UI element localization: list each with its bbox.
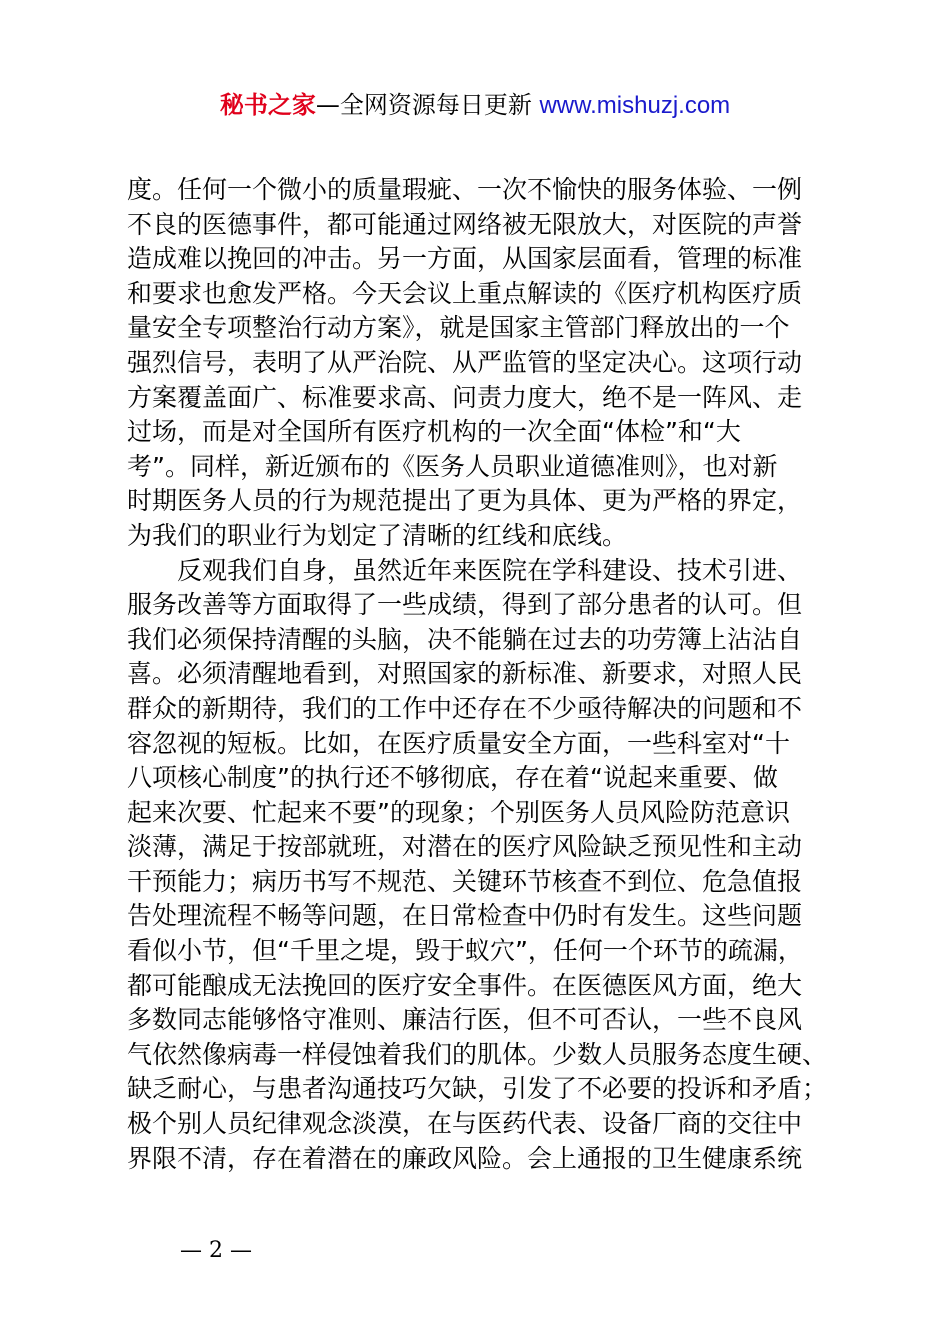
site-tagline: —全网资源每日更新 xyxy=(315,91,540,119)
text-line: 都可能酿成无法挽回的医疗安全事件。在医德医风方面，绝大 xyxy=(127,970,803,1000)
text-line: 为我们的职业行为划定了清晰的红线和底线。 xyxy=(127,520,628,550)
text-line: 造成难以挽回的冲击。另一方面，从国家层面看，管理的标准 xyxy=(127,244,803,274)
site-header xyxy=(0,88,950,123)
text-line: 群众的新期待，我们的工作中还存在不少亟待解决的问题和不 xyxy=(127,693,803,723)
text-line: 缺乏耐心，与患者沟通技巧欠缺，引发了不必要的投诉和矛盾； xyxy=(127,1074,828,1104)
site-brand: 秘书之家 xyxy=(219,91,316,119)
text-line: 服务改善等方面取得了一些成绩，得到了部分患者的认可。但 xyxy=(127,590,803,620)
text-line: 度。任何一个微小的质量瑕疵、一次不愉快的服务体验、一例 xyxy=(127,175,803,204)
text-line: 淡薄，满足于按部就班，对潜在的医疗风险缺乏预见性和主动 xyxy=(127,832,803,862)
text-line: 和要求也愈发严格。今天会议上重点解读的《医疗机构医疗质 xyxy=(127,278,803,308)
text-line: 界限不清，存在着潜在的廉政风险。会上通报的卫生健康系统 xyxy=(127,1143,803,1173)
site-url-link[interactable]: www.mishuzj.com xyxy=(539,92,731,119)
text-line: 容忽视的短板。比如，在医疗质量安全方面，一些科室对“十 xyxy=(127,728,790,758)
text-line: 看似小节，但“千里之堤，毁于蚁穴”，任何一个环节的疏漏， xyxy=(127,936,803,966)
text-line: 气依然像病毒一样侵蚀着我们的肌体。少数人员服务态度生硬、 xyxy=(127,1039,828,1069)
text-line: 告处理流程不畅等问题，在日常检查中仍时有发生。这些问题 xyxy=(127,901,803,931)
paragraph-first-line: 反观我们自身，虽然近年来医院在学科建设、技术引进、 xyxy=(177,555,803,585)
text-line: 极个别人员纪律观念淡漠，在与医药代表、设备厂商的交往中 xyxy=(127,1109,803,1139)
text-line: 不良的医德事件，都可能通过网络被无限放大，对医院的声誉 xyxy=(127,209,803,239)
text-line: 考”。同样，新近颁布的《医务人员职业道德准则》，也对新 xyxy=(127,451,778,481)
text-line: 时期医务人员的行为规范提出了更为具体、更为严格的界定， xyxy=(127,486,803,516)
text-line: 起来次要、忙起来不要”的现象；个别医务人员风险防范意识 xyxy=(127,797,790,827)
text-line: 喜。必须清醒地看到，对照国家的新标准、新要求，对照人民 xyxy=(127,659,803,689)
text-line: 干预能力；病历书写不规范、关键环节核查不到位、危急值报 xyxy=(127,866,803,896)
text-line: 量安全专项整治行动方案》，就是国家主管部门释放出的一个 xyxy=(127,313,790,343)
document-body xyxy=(127,173,827,1176)
text-line: 方案覆盖面广、标准要求高、问责力度大，绝不是一阵风、走 xyxy=(127,382,803,412)
page-number: — 2 — xyxy=(180,1238,252,1263)
text-line: 多数同志能够恪守准则、廉洁行医，但不可否认，一些不良风 xyxy=(127,1005,803,1035)
text-line: 我们必须保持清醒的头脑，决不能躺在过去的功劳簿上沾沾自 xyxy=(127,624,803,654)
text-line: 八项核心制度”的执行还不够彻底，存在着“说起来重要、做 xyxy=(127,763,778,793)
text-line: 过场，而是对全国所有医疗机构的一次全面“体检”和“大 xyxy=(127,417,741,447)
text-line: 强烈信号，表明了从严治院、从严监管的坚定决心。这项行动 xyxy=(127,347,803,377)
